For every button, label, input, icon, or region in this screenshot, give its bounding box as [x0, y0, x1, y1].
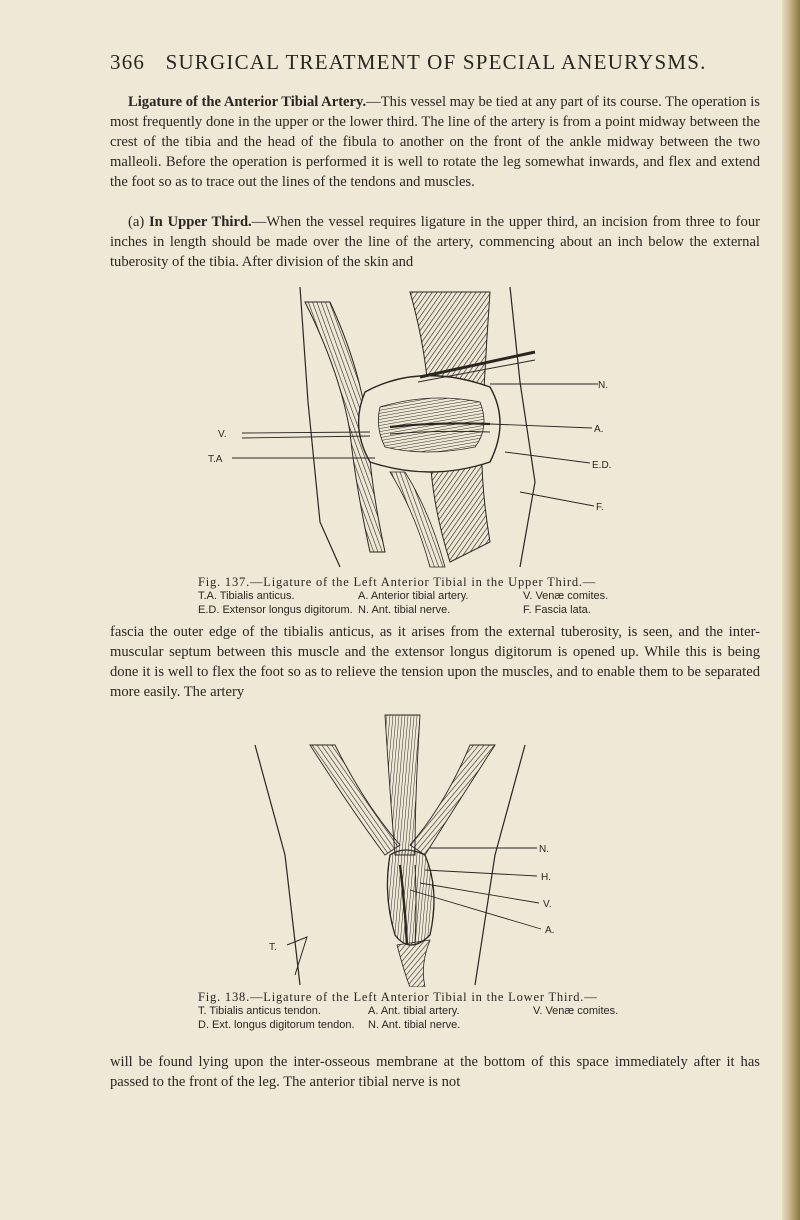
legend-item: N. Ant. tibial nerve. — [368, 1019, 461, 1031]
paragraph-text: fascia the outer edge of the tibialis anticus, as it arises from the external tuberosity, is seen, and the inter-muscular septum between this muscle and the extensor longus digitorum is opened up. While this is being done it is well to flex the foot so as to relieve the tension upon the muscles, and to enable them to be separated more easily. The artery — [110, 624, 760, 700]
figure-138-caption-title: Fig. 138.—Ligature of the Left Anterior Tibial in the Lower Third.— — [198, 990, 598, 1004]
paragraph-membrane — [110, 1052, 760, 1092]
figure-138-drawing — [255, 715, 541, 987]
fig138-label-h: H. — [541, 872, 551, 883]
paragraph-anterior-tibial-intro — [110, 92, 760, 192]
fig137-label-v: V. — [218, 429, 227, 440]
page-edge — [782, 0, 800, 1220]
legend-item: N. Ant. tibial nerve. — [358, 604, 451, 616]
legend-item: A. Ant. tibial artery. — [368, 1005, 460, 1017]
subsection-marker: (a) — [128, 214, 145, 230]
section-heading: Ligature of the Anterior Tibial Artery. — [128, 94, 367, 110]
figure-138-caption — [198, 990, 658, 1032]
legend-item: V. Venæ comites. — [533, 1005, 619, 1017]
figure-137-illustration — [190, 282, 630, 572]
legend-item: V. Venæ comites. — [523, 590, 609, 602]
legend-item: A. Anterior tibial artery. — [358, 590, 469, 602]
paragraph-fascia — [110, 622, 760, 702]
fig138-label-v: V. — [543, 899, 552, 910]
legend-item: F. Fascia lata. — [523, 604, 591, 616]
fig137-label-a: A. — [594, 424, 604, 435]
legend-item: T. Tibialis anticus tendon. — [198, 1005, 321, 1017]
subsection-heading: In Upper Third. — [149, 214, 252, 230]
figure-138-illustration — [225, 705, 585, 987]
figure-137-caption-title: Fig. 137.—Ligature of the Left Anterior Tibial in the Upper Third.— — [198, 575, 597, 589]
fig138-label-a: A. — [545, 925, 555, 936]
legend-item: T.A. Tibialis anticus. — [198, 590, 295, 602]
fig137-label-ed: E.D. — [592, 460, 612, 471]
fig138-label-n: N. — [539, 844, 549, 855]
legend-item: D. Ext. longus digitorum tendon. — [198, 1019, 355, 1031]
paragraph-upper-third — [110, 212, 760, 272]
legend-item: E.D. Extensor longus digitorum. — [198, 604, 353, 616]
page-number: 366 — [110, 50, 146, 74]
figure-137-drawing — [232, 287, 598, 567]
running-title: SURGICAL TREATMENT OF SPECIAL ANEURYSMS. — [165, 50, 707, 74]
running-header — [110, 50, 707, 75]
fig137-label-f: F. — [596, 502, 604, 513]
figure-137-legend — [198, 589, 658, 617]
figure-138-legend — [198, 1004, 658, 1032]
figure-137-caption — [198, 575, 658, 617]
fig138-label-t: T. — [269, 942, 277, 953]
paragraph-text: will be found lying upon the inter-osseous membrane at the bottom of this space immediately after it has passed to the front of the leg. The anterior tibial nerve is not — [110, 1054, 760, 1090]
paragraph-text: —This vessel may be tied at any part of its course. The operation is most frequently done in the upper or the lower third. The line of the artery is from a point midway between the crest of the tibia and the head of the fibula to another on the front of the ankle midway between the two malleoli. Before the operation is performed it is well to rotate the leg somewhat inwards, and flex and extend the foot so as to trace out the lines of the tendons and muscles. — [110, 94, 760, 190]
fig137-label-n: N. — [598, 380, 608, 391]
fig137-label-ta: T.A — [208, 454, 223, 465]
paragraph-text: —When the vessel requires ligature in the upper third, an incision from three to four inches in length should be made over the line of the artery, commencing about an inch below the external tuberosity of the tibia. After division of the skin and — [110, 214, 760, 270]
